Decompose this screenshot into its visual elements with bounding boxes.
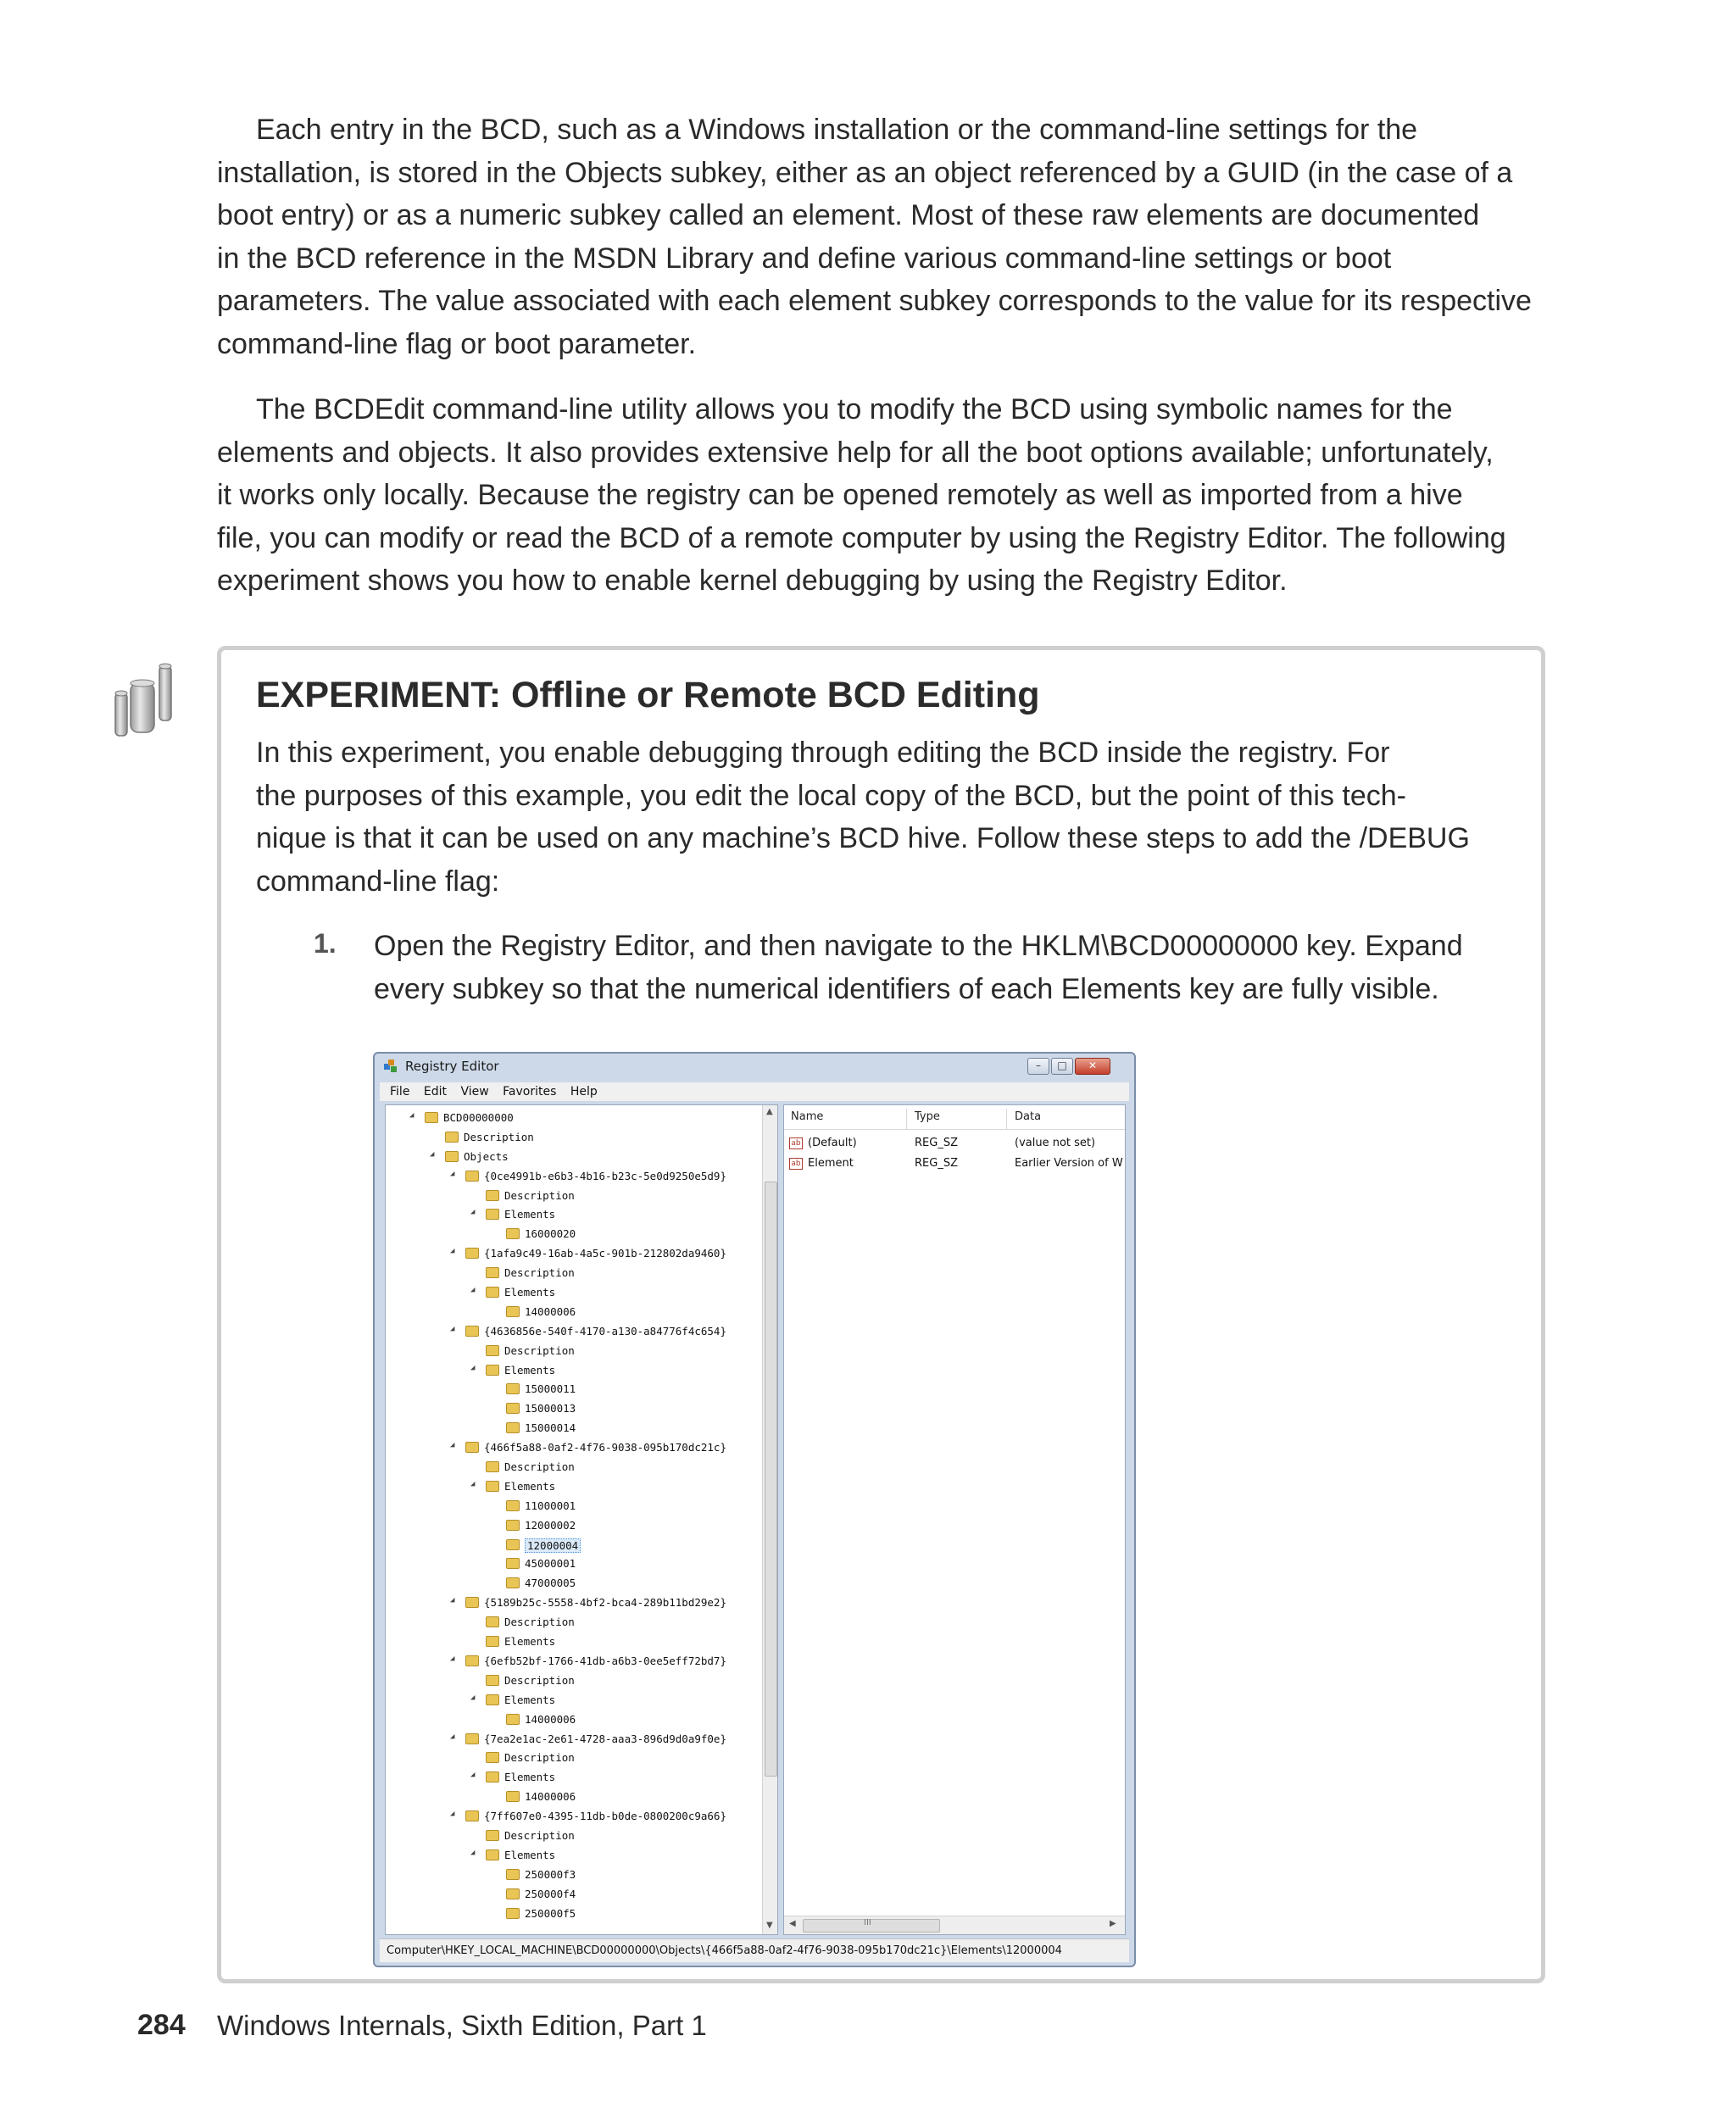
tree-node-label: Elements [504,1693,556,1706]
folder-icon [486,1616,499,1627]
tree-node[interactable] [386,1652,762,1671]
expand-arrow-icon[interactable]: ◢ [450,1732,455,1741]
menu-file[interactable]: File [390,1085,410,1098]
tree-node-label: Elements [504,1771,556,1784]
tree-node-label: 15000014 [525,1421,576,1435]
experiment-title: EXPERIMENT: Offline or Remote BCD Editing [256,675,1040,715]
tree-node[interactable] [386,1264,762,1283]
string-value-icon: ab [789,1158,803,1170]
book-title: Windows Internals, Sixth Edition, Part 1 [217,2010,707,2041]
tree-node[interactable] [386,1342,762,1361]
folder-icon [465,1326,479,1337]
value-row-default[interactable] [784,1134,1125,1154]
expand-arrow-icon[interactable]: ◢ [470,1363,476,1372]
folder-icon [506,1500,520,1511]
folder-icon [506,1558,520,1569]
folder-icon [506,1228,520,1239]
scroll-down-arrow-icon[interactable]: ▼ [766,1921,773,1930]
tree-node[interactable] [386,1205,762,1225]
expand-arrow-icon[interactable]: ◢ [450,1810,455,1819]
expand-arrow-icon[interactable]: ◢ [450,1324,455,1333]
tree-node-label: {5189b25c-5558-4bf2-bca4-289b11bd29e2} [484,1596,726,1610]
tree-node-label: Elements [504,1635,556,1649]
tree-node-label: Description [504,1616,575,1629]
tree-node-label: {0ce4991b-e6b3-4b16-b23c-5e0d9250e5d9} [484,1169,726,1182]
tree-node-label: Description [464,1130,534,1143]
tree-node[interactable] [386,1846,762,1866]
tree-node-label: Description [504,1673,575,1687]
folder-icon [506,1539,520,1550]
folder-icon [486,1190,499,1201]
tree-node[interactable] [386,1167,762,1187]
tree-node-label: Description [504,1343,575,1357]
experiment-beakers-icon [110,661,183,746]
folder-icon [506,1306,520,1317]
column-header-data[interactable]: Data [1015,1110,1042,1123]
tree-node[interactable] [386,1554,762,1574]
tree-node-label: Elements [504,1848,556,1861]
expand-arrow-icon[interactable]: ◢ [470,1848,476,1857]
tree-node[interactable] [386,1632,762,1652]
folder-icon [506,1791,520,1802]
folder-icon [506,1908,520,1919]
tree-node-label: BCD00000000 [443,1111,514,1124]
scroll-grip: III [864,1918,871,1927]
tree-node-label: Elements [504,1208,556,1221]
tree-node[interactable] [386,1516,762,1536]
values-horizontal-scrollbar[interactable] [784,1916,1125,1935]
tree-node-label: 11000001 [525,1499,576,1512]
folder-icon [465,1733,479,1744]
tree-node[interactable] [386,1866,762,1885]
tree-node-label: Description [504,1188,575,1202]
tree-node[interactable] [386,1458,762,1477]
values-pane[interactable] [783,1104,1126,1935]
tree-node-label: 15000011 [525,1382,576,1396]
tree-node[interactable] [386,1283,762,1303]
tree-vertical-scrollbar[interactable] [762,1105,778,1934]
tree-node[interactable] [386,1536,762,1555]
folder-icon [506,1403,520,1414]
tree-node[interactable] [386,1303,762,1322]
folder-icon [486,1209,499,1220]
folder-icon [486,1345,499,1356]
expand-arrow-icon[interactable]: ◢ [450,1596,455,1605]
expand-arrow-icon[interactable]: ◢ [409,1111,415,1120]
folder-icon [486,1849,499,1860]
maximize-button[interactable]: □ [1051,1058,1073,1075]
title-bar[interactable] [375,1054,1134,1079]
expand-arrow-icon[interactable]: ◢ [470,1479,476,1488]
tree-node-label: Description [504,1751,575,1765]
status-bar-path: Computer\HKEY_LOCAL_MACHINE\BCD00000000\Objects\{466f5a88-0af2-4f76-9038-095b170dc21c}\Elements\12000004 [380,1938,1129,1962]
tree-node-label: 14000006 [525,1304,576,1318]
folder-icon [486,1287,499,1298]
tree-node[interactable] [386,1128,762,1148]
folder-icon [506,1577,520,1588]
window-title: Registry Editor [405,1059,499,1074]
folder-icon [465,1442,479,1453]
tree-node-label: {7ea2e1ac-2e61-4728-aaa3-896d9d0a9f0e} [484,1732,726,1745]
menu-edit[interactable]: Edit [423,1085,448,1098]
tree-node[interactable] [386,1905,762,1924]
expand-arrow-icon[interactable]: ◢ [430,1149,435,1159]
folder-icon [465,1655,479,1666]
menu-favorites[interactable]: Favorites [503,1085,557,1098]
tree-node[interactable] [386,1148,762,1167]
folder-icon [486,1481,499,1492]
folder-icon [465,1248,479,1259]
tree-node[interactable] [386,1322,762,1342]
expand-arrow-icon[interactable]: ◢ [450,1169,455,1178]
paragraph-2: The BCDEdit command-line utility allows you to modify the BCD using symbolic names for the elements and objects. It also provides extensive help for all the boot options available; unfortunately, it works only locally. Because the registry can be opened remotely as well as imported from a hive file, you can modify or read the BCD of a remote computer by using the Registry Editor. The following experiment shows you how to enable kernel debugging by using the Registry Editor. [217,393,1506,597]
folder-icon [506,1520,520,1531]
experiment-intro: In this experiment, you enable debugging through editing the BCD inside the registry. For the purposes of this example, you edit the local copy of the BCD, but the point of this tech- nique is that it can be used on any machine’s BCD hive. Follow these steps to add the /DEBUG command-line flag: [256,737,1470,898]
tree-node-label: {4636856e-540f-4170-a130-a84776f4c654} [484,1324,726,1338]
folder-icon [506,1714,520,1725]
folder-icon [445,1132,459,1143]
expand-arrow-icon[interactable]: ◢ [470,1771,476,1780]
tree-node-label: Description [504,1266,575,1280]
tree-node[interactable] [386,1109,762,1128]
expand-arrow-icon[interactable]: ◢ [450,1441,455,1450]
string-value-icon: ab [789,1137,803,1149]
header-divider [784,1129,1125,1130]
tree-node-label: Elements [504,1363,556,1377]
tree-node-label: {1afa9c49-16ab-4a5c-901b-212802da9460} [484,1247,726,1260]
tree-node[interactable] [386,1807,762,1827]
page-number: 284 [137,2009,186,2041]
paragraph-1: Each entry in the BCD, such as a Windows installation or the command-line settings for the installation, is stored in the Objects subkey, either as an object referenced by a GUID (in the case of a boot entry) or as a numeric subkey called an element. Most of these raw elements are documented in the BCD reference in the MSDN Library and define various command-line settings or boot parameters. The value associated with each element subkey corresponds to the value for its respective command-line flag or boot parameter. [217,114,1532,360]
folder-icon [486,1267,499,1278]
expand-arrow-icon[interactable]: ◢ [450,1247,455,1256]
scroll-thumb[interactable] [765,1182,777,1777]
folder-icon [506,1422,520,1433]
column-separator [1006,1109,1007,1129]
tree-node[interactable] [386,1244,762,1264]
tree-node[interactable] [386,1788,762,1807]
scroll-thumb[interactable] [803,1919,940,1933]
tree-node-label: Elements [504,1286,556,1299]
value-row-element[interactable] [784,1154,1125,1175]
folder-icon [465,1171,479,1182]
folder-icon [425,1112,438,1123]
key-tree-pane[interactable] [385,1104,778,1935]
folder-icon [486,1771,499,1783]
column-separator [906,1109,907,1129]
tree-node-label: 250000f4 [525,1887,576,1900]
tree-node[interactable] [386,1768,762,1788]
tree-node[interactable] [386,1749,762,1768]
tree-node-label: Objects [464,1149,509,1163]
scroll-up-arrow-icon[interactable]: ▲ [766,1107,773,1116]
scroll-right-arrow-icon[interactable]: ▶ [1110,1919,1116,1928]
step-text: Open the Registry Editor, and then navigate to the HKLM\BCD00000000 key. Expand every subkey so that the numerical identifiers of each Elements key are fully visible. [374,930,1463,1005]
tree-node-label: 12000004 [525,1538,581,1553]
folder-icon [506,1869,520,1880]
folder-icon [486,1752,499,1763]
close-button[interactable]: ✕ [1075,1058,1110,1075]
expand-arrow-icon[interactable]: ◢ [470,1286,476,1295]
folder-icon [486,1694,499,1705]
folder-icon [506,1888,520,1899]
tree-node[interactable] [386,1671,762,1691]
folder-icon [486,1461,499,1472]
tree-node[interactable] [386,1691,762,1710]
menu-help[interactable]: Help [570,1085,598,1098]
tree-node[interactable] [386,1477,762,1497]
tree-node-label: 12000002 [525,1518,576,1532]
value-type: REG_SZ [915,1157,958,1170]
value-data: (value not set) [1015,1137,1096,1149]
tree-node-label: Elements [504,1479,556,1493]
tree-node[interactable] [386,1827,762,1846]
tree-node-label: {466f5a88-0af2-4f76-9038-095b170dc21c} [484,1441,726,1454]
tree-node[interactable] [386,1885,762,1905]
scroll-left-arrow-icon[interactable]: ◀ [789,1919,796,1928]
tree-node[interactable] [386,1574,762,1593]
tree-node[interactable] [386,1613,762,1632]
key-tree [386,1109,762,1923]
tree-node[interactable] [386,1593,762,1613]
minimize-button[interactable]: – [1027,1058,1049,1075]
folder-icon [486,1636,499,1647]
tree-node-label: {7ff607e0-4395-11db-b0de-0800200c9a66} [484,1810,726,1823]
tree-node-label: 16000020 [525,1227,576,1241]
tree-node-label: Description [504,1828,575,1842]
expand-arrow-icon[interactable]: ◢ [470,1208,476,1217]
folder-icon [506,1383,520,1394]
folder-icon [486,1830,499,1841]
tree-node[interactable] [386,1419,762,1438]
tree-node[interactable] [386,1710,762,1730]
value-name: Element [808,1157,854,1170]
tree-node[interactable] [386,1361,762,1381]
folder-icon [486,1365,499,1376]
registry-editor-app-icon [383,1059,398,1074]
expand-arrow-icon[interactable]: ◢ [470,1693,476,1702]
tree-node[interactable] [386,1730,762,1749]
folder-icon [486,1675,499,1686]
value-name: (Default) [808,1137,857,1149]
folder-icon [465,1597,479,1608]
tree-node[interactable] [386,1187,762,1206]
tree-node-label: 14000006 [525,1712,576,1726]
value-data: Earlier Version of W [1015,1157,1123,1170]
tree-node-label: 45000001 [525,1557,576,1571]
expand-arrow-icon[interactable]: ◢ [450,1654,455,1663]
value-type: REG_SZ [915,1137,958,1149]
column-header-name[interactable]: Name [791,1110,824,1123]
step-number: 1. [314,928,337,959]
menu-view[interactable]: View [460,1085,489,1098]
tree-node[interactable] [386,1399,762,1419]
column-header-type[interactable]: Type [915,1110,940,1123]
tree-node-label: 47000005 [525,1577,576,1590]
folder-icon [465,1810,479,1821]
tree-node[interactable] [386,1380,762,1399]
tree-node[interactable] [386,1438,762,1458]
folder-icon [445,1151,459,1162]
tree-node-label: 250000f3 [525,1867,576,1881]
tree-node-label: 250000f5 [525,1906,576,1920]
menu-bar [380,1082,1129,1101]
tree-node-label: {6efb52bf-1766-41db-a6b3-0ee5eff72bd7} [484,1654,726,1667]
tree-node[interactable] [386,1225,762,1244]
tree-node-label: 14000006 [525,1790,576,1804]
registry-editor-window [373,1052,1136,1967]
tree-node-label: 15000013 [525,1402,576,1415]
tree-node[interactable] [386,1497,762,1516]
tree-node-label: Description [504,1460,575,1474]
